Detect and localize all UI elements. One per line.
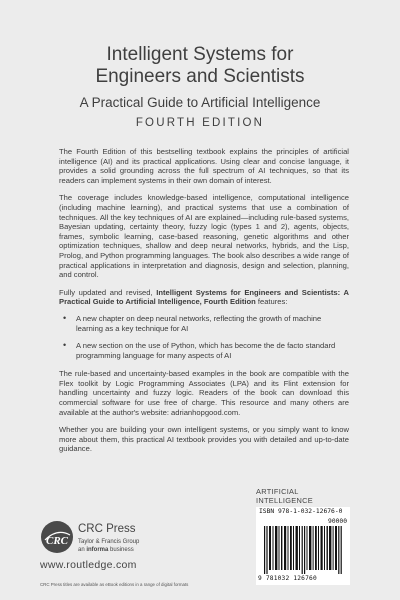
feature-item [59,341,349,360]
blurb-book-name: Intelligent Systems for Engineers and Scientists: A Practical Guide to Artificial Intelligence, Fourth Edition [59,287,349,307]
blurb [59,147,349,462]
feature-list [59,314,349,360]
edition-label: FOURTH EDITION [135,117,265,129]
isbn-text: ISBN 978-1-032-12676-0 [259,508,343,515]
publisher-url: www.routledge.com [40,559,137,571]
price-code: 90000 [328,518,347,525]
barcode-area [256,487,352,585]
feature-text: A new chapter on deep neural networks, reflecting the growth of machine learning as a key technique for AI [76,313,322,333]
feature-item [59,314,349,333]
blurb-paragraph-3-start: Fully updated and revised, [59,287,157,297]
publisher-name: CRC Press [78,523,136,535]
title-line-1: Intelligent Systems for [106,44,294,65]
svg-text:CRC: CRC [45,535,69,547]
ebook-note: CRC Press titles are available as eBook editions in a range of digital formats [40,582,189,587]
title-line-2: Engineers and Scientists [95,66,305,87]
publisher-informa: an informa business [78,547,134,553]
blurb-paragraph-3 [59,288,349,307]
ean-digits: 9 781032 126760 [258,575,317,582]
subject-category: ARTIFICIAL INTELLIGENCE [256,487,313,505]
blurb-paragraph-5: Whether you are building your own intelligent systems, or you simply want to know more about them, this practical AI textbook provides you with detailed and up-to-date guidance. [59,425,349,454]
crc-logo-icon [40,520,74,554]
bullet-icon: • [63,312,67,323]
feature-text: A new section on the use of Python, which has become the de facto standard programming language for many aspects of AI [76,341,336,360]
barcode-bars-icon [264,526,344,574]
publisher-group: Taylor & Francis Group [78,539,140,545]
bullet-icon: • [63,340,67,351]
barcode [256,507,350,585]
blurb-paragraph-1: The Fourth Edition of this bestselling textbook explains the principles of artificial intelligence (AI) and its practical applications. Using clear and concise language, it provides a solid grounding across the full spectrum of AI techniques, so that its readers can implement systems in their own domain of interest. [59,147,349,185]
blurb-paragraph-3-end: features: [255,297,288,307]
blurb-paragraph-4: The rule-based and uncertainty-based examples in the book are compatible with the Flex toolkit by Logic Programming Associates (LPA) and its Flint extension for handling uncertainty and fuzzy logic. Readers of the book can download this commercial software for use free of charge. This resource and many others are available at the author's website: adrianhopgood.com. [59,369,349,417]
blurb-paragraph-2: The coverage includes knowledge-based intelligence, computational intelligence (including machine learning), and practical systems that use a combination of techniques. All the key techniques of AI are explained—including rule-based systems, Bayesian updating, certainty theory, fuzzy logic (types 1 and 2), agents, objects, frames, symbolic learning, case-based reasoning, genetic algorithms and other optimization techniques, shallow and deep neural networks, hybrids, and the Lisp, Prolog, and Python programming languages. The book also describes a wide range of practical applications in interpretation and diagnosis, design and selection, planning, and control. [59,193,349,280]
book-subtitle: A Practical Guide to Artificial Intelligence [79,95,321,110]
book-title [0,44,400,88]
